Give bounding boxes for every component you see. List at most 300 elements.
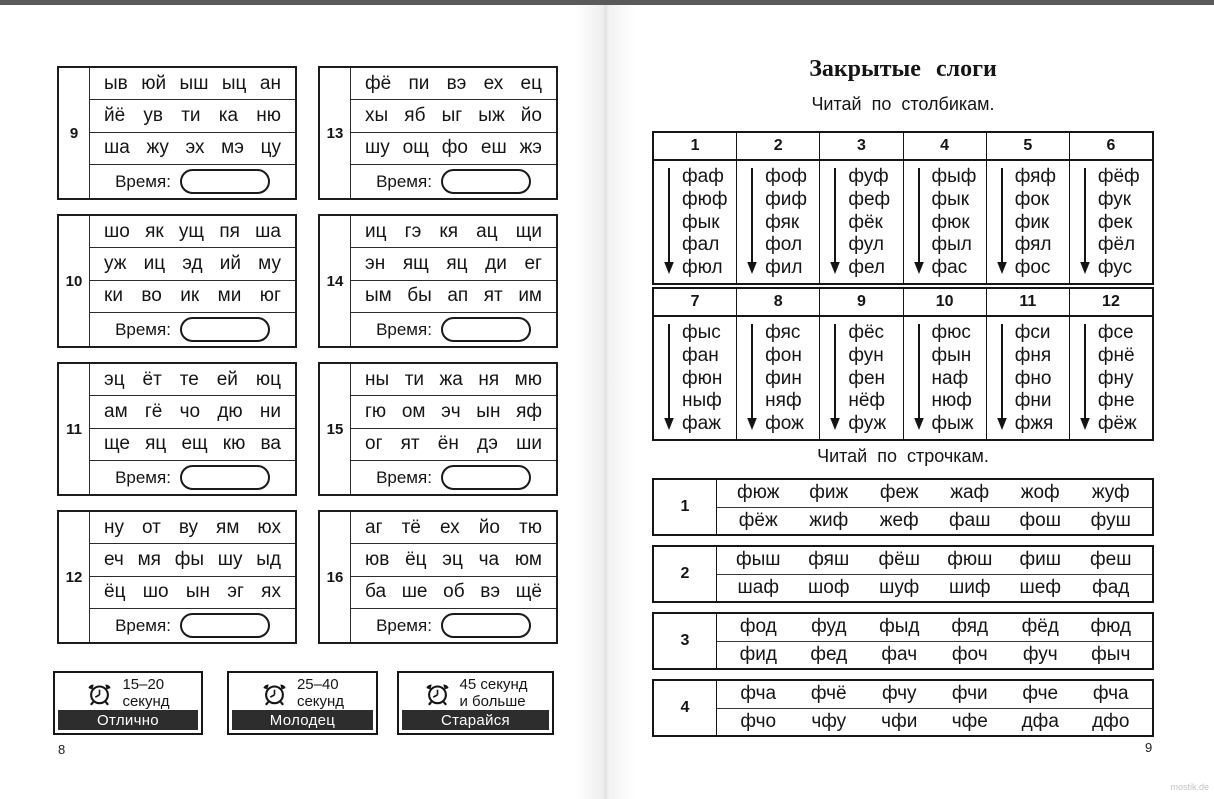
reading-block [57, 510, 297, 644]
syllable: фяд [951, 616, 989, 638]
syllable: фёж [738, 509, 778, 531]
syllable-row [351, 68, 556, 100]
syllable: ап [447, 285, 469, 307]
time-label: Время: [376, 615, 432, 635]
syllable: ти [181, 105, 201, 127]
column-cell [737, 161, 820, 283]
syllable: ех [439, 516, 460, 538]
syllable: чфе [951, 710, 988, 732]
badge-time-line2: секунд [296, 693, 345, 710]
syllable: жаф [950, 482, 990, 504]
syllable: жу [146, 137, 169, 159]
syllable: фиж [809, 482, 849, 504]
row-number: 1 [654, 480, 717, 534]
syllable: кя [439, 220, 459, 242]
syllable: ям [216, 516, 240, 538]
syllable: фёж [1097, 413, 1137, 434]
syllable: чфу [811, 710, 847, 732]
reading-block [57, 362, 297, 496]
row-table-content [717, 614, 1152, 668]
alarm-clock-icon [261, 680, 288, 707]
syllable: ег [524, 253, 542, 275]
syllable: фыч [1091, 643, 1131, 665]
syllable-row [90, 100, 295, 132]
badge-time [122, 676, 169, 710]
syllable: фоф [765, 166, 808, 187]
syllable: нюф [931, 390, 972, 412]
block-number: 16 [320, 512, 351, 642]
syllable-row [717, 575, 1152, 602]
syllable: фин [765, 367, 802, 389]
syllable: фад [1092, 576, 1130, 598]
syllable: фус [1097, 257, 1133, 278]
syllable: фык [682, 211, 720, 233]
syllable: эх [185, 137, 205, 159]
syllable: вэ [480, 581, 501, 603]
block-number: 13 [320, 68, 351, 198]
syllable: фня [1014, 344, 1052, 366]
syllable: бы [407, 285, 432, 307]
column-number: 5 [987, 133, 1070, 159]
syllable-row [717, 547, 1152, 575]
syllable: юх [257, 516, 281, 538]
syllable: фни [1014, 390, 1052, 412]
badge-time-line2: и больше [459, 693, 526, 710]
column-body-row [654, 161, 1152, 283]
block-content [351, 216, 556, 346]
syllable: фык [931, 188, 970, 210]
syllable: ми [217, 285, 242, 307]
reading-block [318, 66, 558, 200]
syllable: фиш [1019, 549, 1061, 571]
syllable: фчи [951, 683, 988, 705]
column-cell [820, 317, 903, 439]
syllable: феж [879, 482, 919, 504]
syllable: дфа [1021, 710, 1059, 732]
syllable: ув [143, 105, 163, 127]
time-entry-oval [180, 465, 270, 490]
syllable-column [1098, 166, 1140, 278]
syllable: фед [810, 643, 848, 665]
syllable-column [1098, 322, 1137, 434]
column-number: 3 [820, 133, 903, 159]
syllable: тё [401, 516, 421, 538]
syllable-row [351, 364, 556, 396]
syllable: юц [255, 368, 281, 390]
column-cell [904, 317, 987, 439]
syllable: фы [174, 549, 204, 571]
syllable: жиф [809, 509, 849, 531]
syllable: им [518, 285, 542, 307]
syllable: фал [682, 234, 720, 256]
syllable-column [765, 166, 807, 278]
syllable: ац [476, 220, 498, 242]
block-number: 12 [59, 512, 90, 642]
syllable: фыф [931, 166, 977, 187]
syllable: иц [143, 253, 166, 275]
syllable: дэ [476, 433, 498, 455]
syllable: еч [104, 549, 124, 571]
syllable: фоч [951, 643, 988, 665]
column-number: 4 [904, 133, 987, 159]
syllable: от [142, 516, 161, 538]
syllable: фяс [765, 322, 801, 343]
result-badge [397, 671, 554, 735]
syllable-row-table [652, 679, 1154, 737]
block-number: 10 [59, 216, 90, 346]
time-row [90, 461, 295, 494]
page-number-right: 9 [1145, 740, 1153, 755]
syllable-column [682, 166, 728, 278]
syllable: жеф [879, 509, 919, 531]
syllable: ощ [402, 137, 429, 159]
badge-top [232, 676, 373, 710]
syllable: фюн [682, 367, 723, 389]
syllable: эц [104, 368, 125, 390]
time-row [90, 165, 295, 198]
syllable: фёл [1097, 234, 1136, 256]
column-header-row [654, 133, 1152, 161]
syllable: яц [446, 253, 468, 275]
syllable: фаж [682, 413, 721, 434]
block-content [90, 512, 295, 642]
syllable: вэ [446, 72, 467, 94]
row-table-content [717, 547, 1152, 601]
reading-block [318, 362, 558, 496]
column-number: 10 [904, 289, 987, 315]
syllable: шоф [808, 576, 850, 598]
syllable: те [179, 368, 199, 390]
instruction-read-by-rows: Читай по строчкам. [817, 446, 989, 466]
syllable: ей [216, 368, 238, 390]
instruction-read-by-columns: Читай по столбикам. [811, 94, 995, 114]
syllable: фош [1019, 509, 1061, 531]
syllable: во [141, 285, 162, 307]
syllable: йо [520, 105, 542, 127]
syllable: ди [485, 253, 507, 275]
syllable: фуш [1090, 509, 1131, 531]
syllable: ки [104, 285, 123, 307]
syllable: фси [1014, 322, 1051, 343]
syllable-column [1015, 322, 1054, 434]
syllable: ыш [179, 72, 209, 94]
block-content [351, 364, 556, 494]
syllable: гё [144, 401, 163, 423]
badge-top [402, 676, 549, 710]
syllable: эц [442, 549, 463, 571]
syllable-row [717, 709, 1152, 736]
syllable: гэ [404, 220, 422, 242]
down-arrow-icon [746, 322, 758, 434]
syllable: фёш [878, 549, 920, 571]
syllable: фёф [1097, 166, 1140, 187]
syllable-row [90, 364, 295, 396]
syllable: фёк [848, 211, 883, 233]
syllable: фюф [682, 188, 728, 210]
syllable-column [932, 166, 977, 278]
badge-time [460, 676, 528, 710]
syllable: ом [401, 401, 426, 423]
time-label: Время: [376, 467, 432, 487]
syllable: йё [104, 105, 126, 127]
column-number: 7 [654, 289, 737, 315]
syllable: ын [185, 581, 210, 603]
syllable: ну [104, 516, 124, 538]
right-page [605, 0, 1214, 799]
syllable: фча [1092, 683, 1129, 705]
block-content [351, 68, 556, 198]
syllable: фил [765, 257, 803, 278]
section-title: Закрытые слоги [809, 56, 997, 82]
time-row [351, 165, 556, 198]
column-cell [654, 161, 737, 283]
syllable: ши [516, 433, 542, 455]
syllable-row [717, 614, 1152, 642]
time-entry-oval [441, 613, 531, 638]
syllable: фел [848, 257, 885, 278]
syllable: фюс [931, 322, 971, 343]
badge-time-line1: 25–40 [296, 676, 339, 693]
syllable-column [682, 322, 722, 434]
syllable: хы [365, 105, 389, 127]
badge-label: Отлично [58, 710, 198, 730]
syllable: ка [218, 105, 239, 127]
syllable: фыш [735, 549, 781, 571]
syllable: ец [520, 72, 542, 94]
syllable: фыл [931, 234, 972, 256]
syllable: шуф [879, 576, 920, 598]
down-arrow-icon [996, 322, 1008, 434]
syllable: ёц [405, 549, 427, 571]
syllable: цу [260, 137, 281, 159]
syllable: дю [217, 401, 243, 423]
syllable-row [351, 248, 556, 280]
syllable: эг [227, 581, 244, 603]
time-row [351, 609, 556, 642]
syllable: аг [365, 516, 383, 538]
syllable: ыв [104, 72, 128, 94]
syllable: фчо [740, 710, 777, 732]
time-row [351, 313, 556, 346]
badge-time [297, 676, 344, 710]
column-number: 1 [654, 133, 737, 159]
syllable-row [90, 396, 295, 428]
syllable-row [90, 577, 295, 609]
syllable: фан [682, 344, 719, 366]
syllable: об [443, 581, 465, 603]
syllable: мю [514, 368, 542, 390]
syllable: фас [931, 257, 968, 278]
row-table-content [717, 480, 1152, 534]
syllable: фыж [931, 413, 974, 434]
syllable: юв [365, 549, 390, 571]
syllable: ше [401, 581, 428, 603]
syllable: яф [516, 401, 542, 423]
syllable-column [765, 322, 804, 434]
syllable: фун [848, 344, 884, 366]
syllable: чфи [881, 710, 918, 732]
syllable: ий [219, 253, 242, 275]
syllable: фно [1014, 367, 1052, 389]
syllable: пи [408, 72, 430, 94]
syllable: ти [404, 368, 425, 390]
syllable: пя [219, 220, 240, 242]
syllable: ву [178, 516, 199, 538]
reading-block [57, 214, 297, 348]
time-row [351, 461, 556, 494]
syllable: шиф [949, 576, 991, 598]
column-cell [737, 317, 820, 439]
syllable-column [1015, 166, 1056, 278]
syllable: ях [261, 581, 281, 603]
column-number: 2 [737, 133, 820, 159]
syllable: жэ [519, 137, 542, 159]
syllable: фен [848, 367, 886, 389]
syllable: шо [104, 220, 130, 242]
syllable: фаф [682, 166, 724, 187]
badge-top [58, 676, 198, 710]
syllable: фик [1014, 211, 1050, 233]
badge-label: Старайся [402, 710, 549, 730]
syllable: эн [365, 253, 386, 275]
syllable: еш [480, 137, 507, 159]
syllable: ам [104, 401, 128, 423]
syllable: ёт [142, 368, 162, 390]
syllable: фын [931, 344, 972, 366]
syllable: шу [217, 549, 243, 571]
syllable: фюд [1090, 616, 1132, 638]
syllable: ог [365, 433, 383, 455]
syllable: феф [848, 188, 891, 210]
column-number: 9 [820, 289, 903, 315]
syllable: ик [180, 285, 200, 307]
syllable-column-table [652, 131, 1154, 285]
down-arrow-icon [663, 322, 675, 434]
alarm-clock-icon [86, 680, 113, 707]
badge-time-line1: 15–20 [122, 676, 165, 693]
column-number: 11 [987, 289, 1070, 315]
syllable: фон [765, 344, 802, 366]
result-badge [53, 671, 203, 735]
syllable: ню [256, 105, 281, 127]
syllable-row [351, 216, 556, 248]
syllable: ныф [682, 390, 722, 412]
syllable: фял [1014, 234, 1052, 256]
syllable: фне [1097, 390, 1135, 412]
time-entry-oval [441, 317, 531, 342]
syllable-column [932, 322, 974, 434]
reading-block [57, 66, 297, 200]
column-cell [654, 317, 737, 439]
row-number: 2 [654, 547, 717, 601]
syllable: шу [365, 137, 390, 159]
syllable: щё [515, 581, 542, 603]
time-entry-oval [180, 169, 270, 194]
syllable: ёц [104, 581, 126, 603]
syllable-row [351, 281, 556, 313]
syllable: чо [179, 401, 201, 423]
syllable: ша [255, 220, 281, 242]
syllable: ещ [181, 433, 208, 455]
syllable: яб [404, 105, 426, 127]
block-number: 15 [320, 364, 351, 494]
reading-block [318, 214, 558, 348]
down-arrow-icon [746, 166, 758, 278]
syllable: ыг [441, 105, 463, 127]
syllable-row [90, 133, 295, 165]
syllable: фчу [881, 683, 917, 705]
column-body-row [654, 317, 1152, 439]
down-arrow-icon [913, 322, 925, 434]
syllable: ын [476, 401, 501, 423]
syllable: фсе [1097, 322, 1134, 343]
time-label: Время: [115, 615, 171, 635]
syllable: ня [478, 368, 500, 390]
syllable: фяш [808, 549, 850, 571]
syllable: эд [182, 253, 203, 275]
alarm-clock-icon [424, 680, 451, 707]
syllable: юй [141, 72, 167, 94]
down-arrow-icon [1079, 322, 1091, 434]
row-number: 3 [654, 614, 717, 668]
syllable: эч [441, 401, 461, 423]
syllable: гю [365, 401, 387, 423]
syllable-row [351, 396, 556, 428]
syllable: фиф [765, 188, 808, 210]
syllable-row [351, 100, 556, 132]
column-cell [987, 161, 1070, 283]
syllable: йо [478, 516, 500, 538]
syllable-row [90, 68, 295, 100]
down-arrow-icon [829, 166, 841, 278]
syllable: наф [931, 367, 969, 389]
syllable-column [848, 322, 886, 434]
badge-time-line1: 45 секунд [459, 676, 528, 693]
block-number: 14 [320, 216, 351, 346]
syllable: юм [514, 549, 542, 571]
time-label: Время: [376, 319, 432, 339]
syllable: фул [848, 234, 884, 256]
syllable: фюл [682, 257, 723, 278]
syllable: ех [483, 72, 504, 94]
syllable: ят [483, 285, 503, 307]
syllable: жа [439, 368, 463, 390]
syllable: ыж [478, 105, 505, 127]
column-number: 6 [1106, 137, 1116, 154]
syllable: фюк [931, 211, 970, 233]
watermark: mostik.de [1170, 782, 1209, 792]
time-entry-oval [180, 613, 270, 638]
column-cell [1070, 161, 1152, 283]
badge-label: Молодец [232, 710, 373, 730]
syllable-row [717, 480, 1152, 508]
time-label: Время: [115, 171, 171, 191]
syllable-row [351, 544, 556, 576]
syllable: ят [400, 433, 420, 455]
syllable: фче [1022, 683, 1059, 705]
syllable: юг [259, 285, 281, 307]
syllable: фжя [1014, 413, 1054, 434]
syllable: ён [437, 433, 459, 455]
syllable: фну [1097, 367, 1134, 389]
syllable: ыц [221, 72, 247, 94]
syllable-row-table [652, 478, 1154, 536]
syllable: ящ [402, 253, 429, 275]
column-cell [904, 161, 987, 283]
page-number-left: 8 [58, 742, 66, 757]
syllable-column-table [652, 287, 1154, 441]
syllable: ны [365, 368, 390, 390]
